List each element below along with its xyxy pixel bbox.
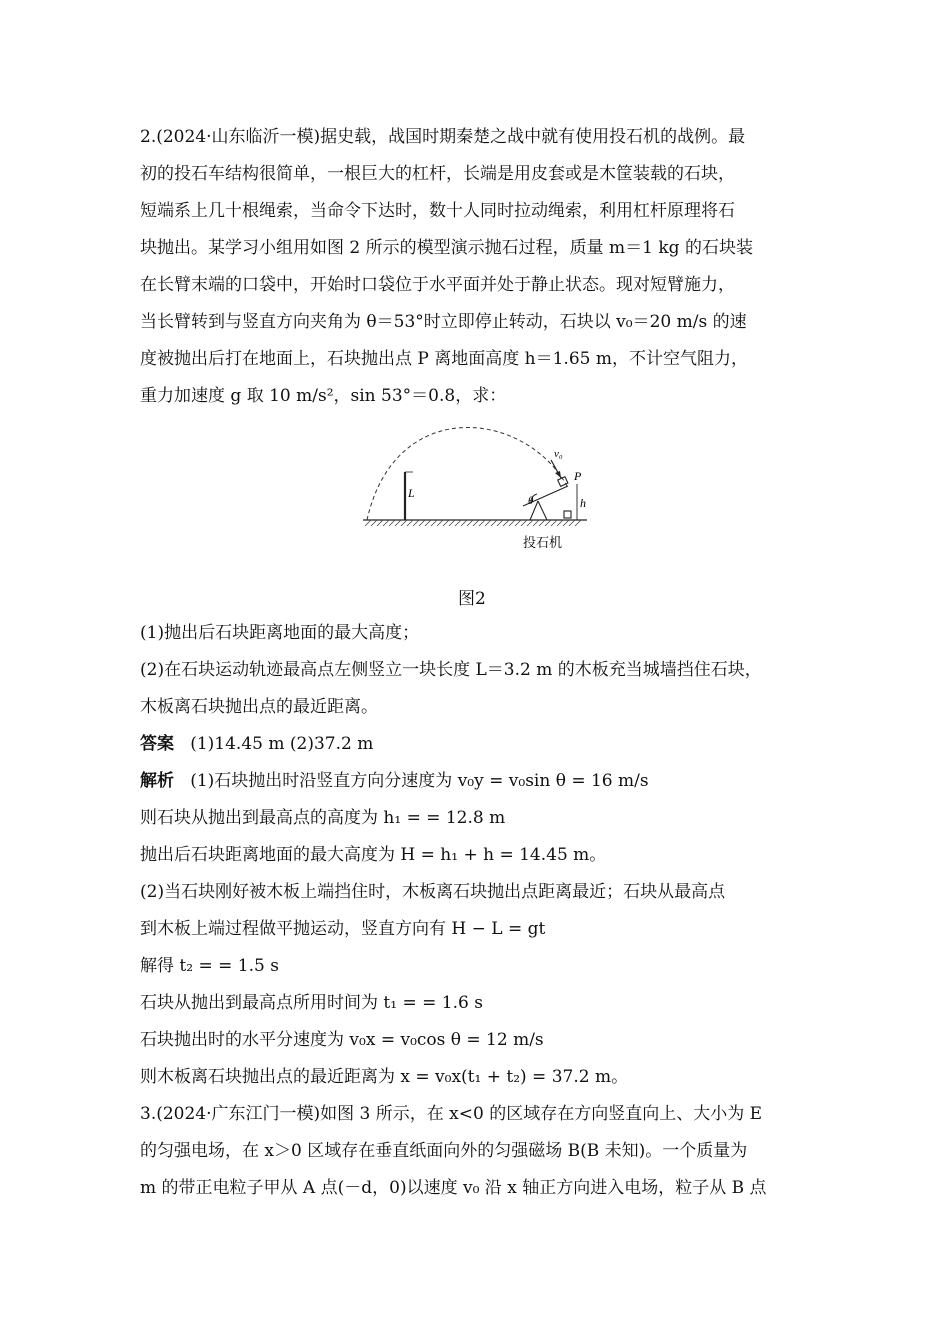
problem2-line-4: 块抛出。某学习小组用如图 2 所示的模型演示抛石过程，质量 m＝1 kg 的石块装: [140, 238, 753, 258]
problem3-line-1: 3.(2024·广东江门一模)如图 3 所示，在 x<0 的区域存在方向竖直向上、大小为 E: [140, 1104, 763, 1124]
answer-label: 答案: [140, 734, 174, 754]
analysis-row-1: [140, 770, 649, 792]
analysis-line-8: 石块抛出时的水平分速度为 v₀x = v₀cos θ = 12 m/s: [140, 1030, 544, 1050]
problem2-line-7: 度被抛出后打在地面上，石块抛出点 P 离地面高度 h＝1.65 m，不计空气阻力，: [140, 349, 748, 369]
problem2-line-2: 初的投石车结构很简单，一根巨大的杠杆，长端是用皮套或是木筐装载的石块，: [140, 164, 735, 184]
ground: [363, 520, 587, 526]
label-theta: θ: [528, 495, 534, 507]
problem2-line-5: 在长臂末端的口袋中，开始时口袋位于水平面并处于静止状态。现对短臂施力，: [140, 275, 735, 295]
stone-trajectory: [367, 427, 567, 520]
analysis-line-1: (1)石块抛出时沿竖直方向分速度为 v₀y = v₀sin θ = 16 m/s: [190, 771, 649, 791]
analysis-line-5: 到木板上端过程做平抛运动，竖直方向有 H − L = gt: [140, 919, 546, 939]
label-h: h: [580, 496, 586, 510]
question-1: (1)抛出后石块距离地面的最大高度；: [140, 623, 420, 643]
analysis-line-7: 石块从抛出到最高点所用时间为 t₁ = = 1.6 s: [140, 993, 483, 1013]
analysis-label: 解析: [140, 771, 174, 791]
problem2-line-8: 重力加速度 g 取 10 m/s²，sin 53°＝0.8，求：: [140, 386, 507, 406]
problem3-line-3: m 的带正电粒子甲从 A 点(－d，0)以速度 v₀ 沿 x 轴正方向进入电场，粒子从 B 点: [140, 1178, 767, 1198]
question-2: (2)在石块运动轨迹最高点左侧竖立一块长度 L＝3.2 m 的木板充当城墙挡住石块，: [140, 660, 762, 680]
label-L: L: [408, 486, 415, 500]
analysis-line-2: 则石块从抛出到最高点的高度为 h₁ = = 12.8 m: [140, 808, 506, 828]
analysis-line-6: 解得 t₂ = = 1.5 s: [140, 956, 279, 976]
answer-text: (1)14.45 m (2)37.2 m: [190, 734, 374, 754]
analysis-line-3: 抛出后石块距离地面的最大高度为 H = h₁ + h = 14.45 m。: [140, 845, 607, 865]
question-2-cont: 木板离石块抛出点的最近距离。: [140, 697, 378, 717]
problem2-line-6: 当长臂转到与竖直方向夹角为 θ＝53°时立即停止转动，石块以 v₀＝20 m/s 的速: [140, 312, 747, 332]
label-machine: 投石机: [523, 536, 563, 551]
velocity-arrowhead: [555, 471, 561, 478]
analysis-line-9: 则木板离石块抛出点的最近距离为 x = v₀x(t₁ + t₂) = 37.2 m。: [140, 1067, 629, 1087]
figure-caption: 图2: [458, 589, 486, 609]
problem2-line-1: 2.(2024·山东临沂一模)据史载，战国时期秦楚之战中就有使用投石机的战例。最: [140, 127, 746, 147]
trebuchet-figure: [355, 420, 595, 555]
answer-row: [140, 733, 373, 755]
problem3-line-2: 的匀强电场，在 x＞0 区域存在垂直纸面向外的匀强磁场 B(B 未知)。一个质量为: [140, 1141, 748, 1161]
label-v0: v₀: [554, 448, 563, 460]
label-P: P: [574, 469, 582, 483]
analysis-line-4: (2)当石块刚好被木板上端挡住时，木板离石块抛出点距离最近；石块从最高点: [140, 882, 726, 902]
problem2-line-3: 短端系上几十根绳索，当命令下达时，数十人同时拉动绳索，利用杠杆原理将石: [140, 201, 735, 221]
